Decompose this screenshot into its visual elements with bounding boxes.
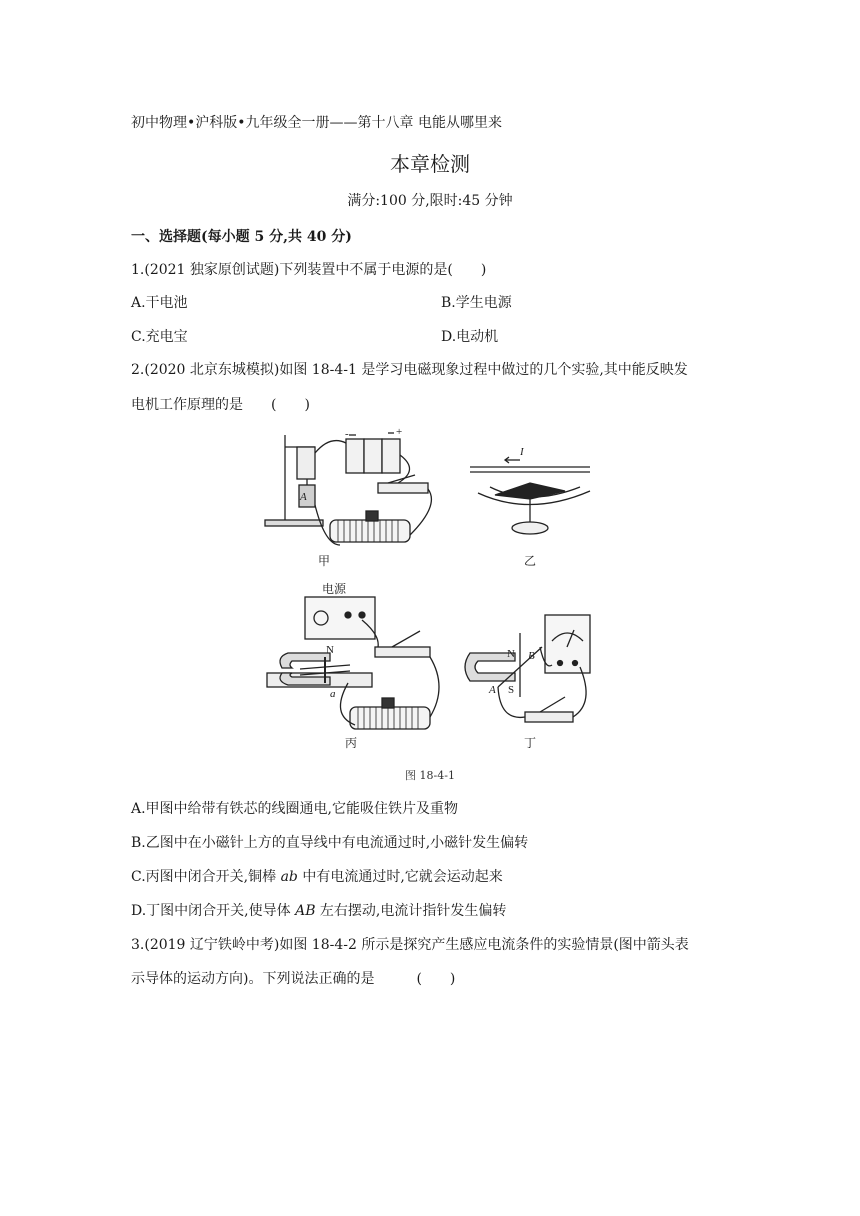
q2-option-c — [131, 868, 503, 886]
battery-minus: - — [345, 428, 349, 440]
q1-option-c: C.充电宝 — [131, 329, 188, 345]
jia-letter-a: A — [300, 491, 307, 503]
q2-option-c-symbol: ab — [280, 869, 298, 885]
yi-current-label: I — [520, 446, 524, 458]
q2-stem-line2: 电机工作原理的是 ( ) — [131, 397, 310, 413]
q1-option-d: D.电动机 — [441, 329, 499, 345]
q2-option-c-text-2: 中有电流通过时,它就会运动起来 — [297, 869, 503, 885]
power-source-label: 电源 — [322, 582, 347, 596]
header-line: 初中物理•沪科版•九年级全一册——第十八章 电能从哪里来 — [131, 115, 502, 131]
ding-n-label: N — [507, 648, 515, 660]
section-heading: 一、选择题(每小题 5 分,共 40 分) — [131, 229, 352, 245]
q1-stem: 1.(2021 独家原创试题)下列装置中不属于电源的是( ) — [131, 262, 487, 278]
q2-stem-line1: 2.(2020 北京东城模拟)如图 18-4-1 是学习电磁现象过程中做过的几个实验,其中能反映发 — [131, 362, 688, 378]
label-jia: 甲 — [318, 554, 331, 568]
ding-b-label: B — [528, 650, 535, 662]
q2-option-b: B.乙图中在小磁针上方的直导线中有电流通过时,小磁针发生偏转 — [131, 835, 529, 851]
q3-stem-line2: 示导体的运动方向)。下列说法正确的是 ( ) — [131, 971, 456, 987]
ding-a-label: A — [489, 684, 496, 696]
q2-option-d-text-1: D.丁图中闭合开关,使导体 — [131, 903, 296, 919]
q2-option-d-symbol: AB — [295, 903, 316, 919]
battery-plus: + — [396, 426, 403, 438]
label-ding: 丁 — [524, 736, 537, 750]
figure-caption: 图 18-4-1 — [405, 769, 455, 782]
score-time-info: 满分:100 分,限时:45 分钟 — [347, 193, 513, 209]
q2-option-c-text-1: C.丙图中闭合开关,铜棒 — [131, 869, 281, 885]
q2-option-a: A.甲图中给带有铁芯的线圈通电,它能吸住铁片及重物 — [131, 801, 459, 817]
bing-a-label: a — [330, 688, 336, 700]
ding-s-label: S — [508, 684, 515, 696]
q2-option-d-text-2: 左右摆动,电流计指针发生偏转 — [315, 903, 507, 919]
q3-stem-line1: 3.(2019 辽宁铁岭中考)如图 18-4-2 所示是探究产生感应电流条件的实验情景(图中箭头表 — [131, 937, 689, 953]
bing-n-label: N — [326, 644, 334, 656]
panel-jia-electromagnet — [265, 433, 431, 545]
panel-yi-oersted — [470, 457, 590, 534]
q1-option-b: B.学生电源 — [441, 295, 512, 311]
panel-bing-motor — [267, 597, 439, 729]
label-yi: 乙 — [524, 554, 537, 568]
q2-option-d — [131, 902, 506, 920]
panel-ding-generator — [465, 615, 590, 722]
label-bing: 丙 — [345, 736, 358, 750]
q1-option-a: A.干电池 — [131, 295, 188, 311]
page-title: 本章检测 — [390, 152, 470, 176]
figure-18-4-1 — [0, 425, 860, 765]
